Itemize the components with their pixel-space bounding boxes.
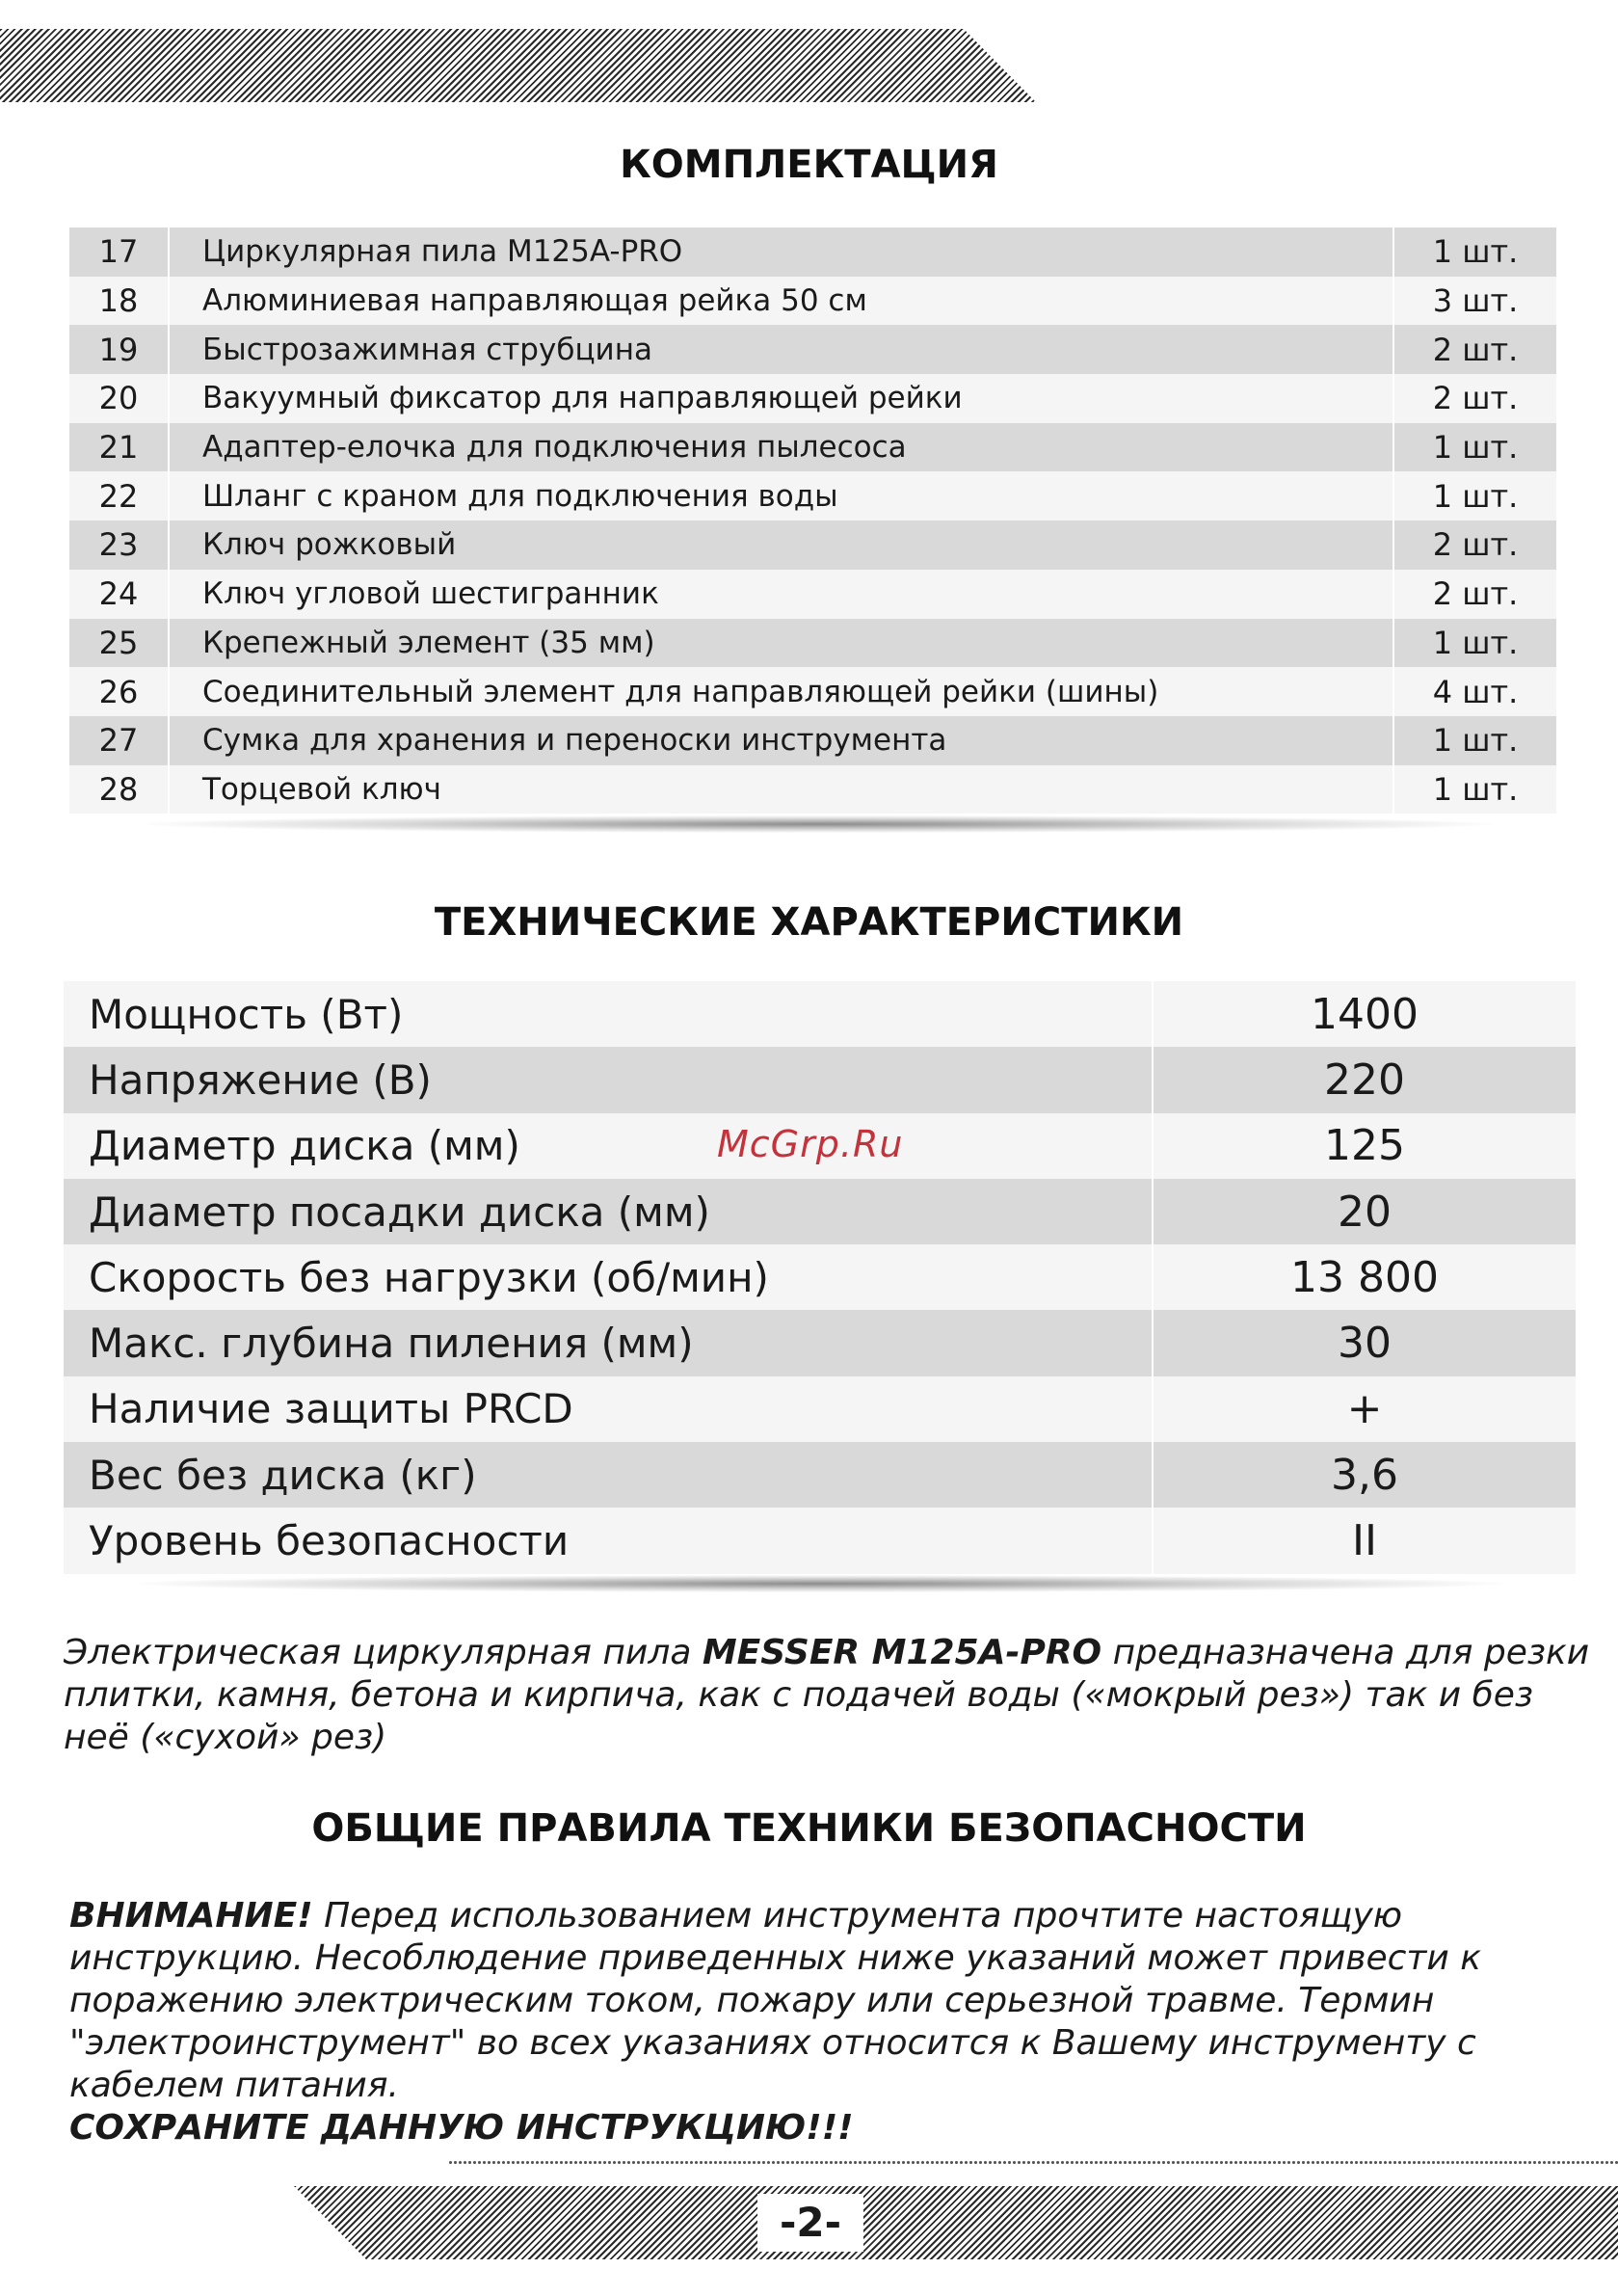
page-number: -2- bbox=[757, 2194, 863, 2252]
watermark: McGrp.Ru bbox=[717, 1123, 904, 1165]
kit-row bbox=[69, 227, 1556, 277]
kit-item-quantity: 2 шт. bbox=[1432, 380, 1519, 417]
spec-value: II bbox=[1352, 1516, 1377, 1566]
kit-item-quantity: 1 шт. bbox=[1432, 233, 1519, 271]
kit-item-quantity: 1 шт. bbox=[1432, 770, 1519, 808]
save-instructions-note: СОХРАНИТЕ ДАННУЮ ИНСТРУКЦИЮ!!! bbox=[69, 2108, 854, 2148]
spec-value: 13 800 bbox=[1290, 1252, 1439, 1302]
kit-row bbox=[69, 325, 1556, 374]
product-description bbox=[64, 1632, 1596, 1759]
header-hatch-band bbox=[0, 29, 1036, 102]
footer-dotted-line bbox=[448, 2159, 1618, 2166]
kit-item-quantity: 2 шт. bbox=[1432, 331, 1519, 368]
kit-item-name: Ключ рожковый bbox=[170, 521, 1394, 570]
kit-row bbox=[69, 471, 1556, 521]
kit-item-quantity: 3 шт. bbox=[1432, 282, 1519, 320]
kit-item-number: 25 bbox=[69, 619, 170, 668]
kit-item-quantity: 2 шт. bbox=[1432, 526, 1519, 564]
kit-row bbox=[69, 277, 1556, 326]
kit-item-number: 17 bbox=[69, 227, 170, 277]
kit-row bbox=[69, 667, 1556, 716]
spec-value: 125 bbox=[1324, 1121, 1405, 1171]
kit-item-name: Быстрозажимная струбцина bbox=[170, 325, 1394, 374]
spec-name: Наличие защиты PRCD bbox=[64, 1376, 1154, 1442]
spec-row bbox=[64, 1310, 1576, 1375]
kit-item-quantity: 1 шт. bbox=[1432, 624, 1519, 661]
spec-name: Диаметр посадки диска (мм) bbox=[64, 1179, 1154, 1244]
kit-row bbox=[69, 716, 1556, 765]
spec-name: Скорость без нагрузки (об/мин) bbox=[64, 1244, 1154, 1310]
kit-row bbox=[69, 521, 1556, 570]
spec-value: 1400 bbox=[1311, 989, 1419, 1039]
kit-item-name: Крепежный элемент (35 мм) bbox=[170, 619, 1394, 668]
spec-name: Напряжение (В) bbox=[64, 1047, 1154, 1112]
kit-item-number: 18 bbox=[69, 277, 170, 326]
spec-value: 30 bbox=[1338, 1319, 1392, 1369]
kit-item-quantity: 4 шт. bbox=[1432, 673, 1519, 710]
kit-row bbox=[69, 423, 1556, 472]
kit-title: КОМПЛЕКТАЦИЯ bbox=[620, 143, 998, 187]
kit-row bbox=[69, 570, 1556, 619]
specs-title: ТЕХНИЧЕСКИЕ ХАРАКТЕРИСТИКИ bbox=[434, 900, 1184, 945]
kit-table bbox=[69, 227, 1556, 814]
kit-item-name: Ключ угловой шестигранник bbox=[170, 570, 1394, 619]
safety-warning bbox=[69, 1895, 1602, 2149]
kit-item-number: 27 bbox=[69, 716, 170, 765]
kit-item-number: 20 bbox=[69, 374, 170, 423]
spec-name: Уровень безопасности bbox=[64, 1508, 1154, 1573]
kit-item-quantity: 1 шт. bbox=[1432, 429, 1519, 467]
footer-hatch-band bbox=[294, 2186, 1618, 2259]
kit-item-number: 19 bbox=[69, 325, 170, 374]
kit-row bbox=[69, 765, 1556, 814]
description-product: MESSER M125A-PRO bbox=[702, 1633, 1102, 1672]
spec-row bbox=[64, 1442, 1576, 1508]
kit-item-name: Торцевой ключ bbox=[170, 765, 1394, 814]
specs-table-shadow bbox=[135, 1575, 1503, 1592]
description-prefix: Электрическая циркулярная пила bbox=[64, 1633, 703, 1672]
spec-row bbox=[64, 981, 1576, 1047]
kit-item-name: Шланг с краном для подключения воды bbox=[170, 471, 1394, 521]
description-suffix: предназначена для резки плитки, камня, бетона и кирпича, как с подачей воды («мокрый рез») так и без неё («сухой» рез) bbox=[64, 1633, 1590, 1757]
spec-value: 220 bbox=[1324, 1055, 1405, 1105]
attention-label: ВНИМАНИЕ! bbox=[69, 1896, 313, 1936]
kit-item-name: Вакуумный фиксатор для направляющей рейки bbox=[170, 374, 1394, 423]
kit-item-name: Алюминиевая направляющая рейка 50 см bbox=[170, 277, 1394, 326]
kit-item-quantity: 1 шт. bbox=[1432, 722, 1519, 760]
kit-item-name: Адаптер-елочка для подключения пылесоса bbox=[170, 423, 1394, 472]
kit-item-quantity: 1 шт. bbox=[1432, 477, 1519, 515]
kit-item-number: 26 bbox=[69, 667, 170, 716]
spec-row bbox=[64, 1508, 1576, 1573]
kit-row bbox=[69, 374, 1556, 423]
kit-item-name: Соединительный элемент для направляющей рейки (шины) bbox=[170, 667, 1394, 716]
kit-item-quantity: 2 шт. bbox=[1432, 575, 1519, 613]
spec-name: Диаметр диска (мм) bbox=[64, 1113, 1154, 1179]
attention-text: Перед использованием инструмента прочтите настоящую инструкцию. Несоблюдение приведенных ниже указаний может привести к поражению электрическим током, пожару или серьезной травме. Термин "электроинструмент" во всех указаниях относится к Вашему инструменту с кабелем питания. bbox=[69, 1896, 1481, 2105]
spec-row bbox=[64, 1179, 1576, 1244]
kit-item-number: 24 bbox=[69, 570, 170, 619]
spec-value: + bbox=[1346, 1384, 1383, 1434]
spec-name: Вес без диска (кг) bbox=[64, 1442, 1154, 1508]
kit-item-number: 21 bbox=[69, 423, 170, 472]
safety-title: ОБЩИЕ ПРАВИЛА ТЕХНИКИ БЕЗОПАСНОСТИ bbox=[311, 1806, 1307, 1851]
spec-name: Мощность (Вт) bbox=[64, 981, 1154, 1047]
spec-value: 3,6 bbox=[1331, 1450, 1398, 1500]
spec-row bbox=[64, 1376, 1576, 1442]
kit-item-number: 28 bbox=[69, 765, 170, 814]
kit-row bbox=[69, 619, 1556, 668]
spec-row bbox=[64, 1244, 1576, 1310]
kit-table-shadow bbox=[145, 815, 1494, 833]
kit-item-number: 23 bbox=[69, 521, 170, 570]
kit-item-number: 22 bbox=[69, 471, 170, 521]
spec-value: 20 bbox=[1338, 1187, 1392, 1237]
spec-name: Макс. глубина пиления (мм) bbox=[64, 1310, 1154, 1375]
specs-table bbox=[64, 981, 1576, 1574]
spec-row bbox=[64, 1047, 1576, 1112]
kit-item-name: Циркулярная пила M125A-PRO bbox=[170, 227, 1394, 277]
kit-item-name: Сумка для хранения и переноски инструмента bbox=[170, 716, 1394, 765]
